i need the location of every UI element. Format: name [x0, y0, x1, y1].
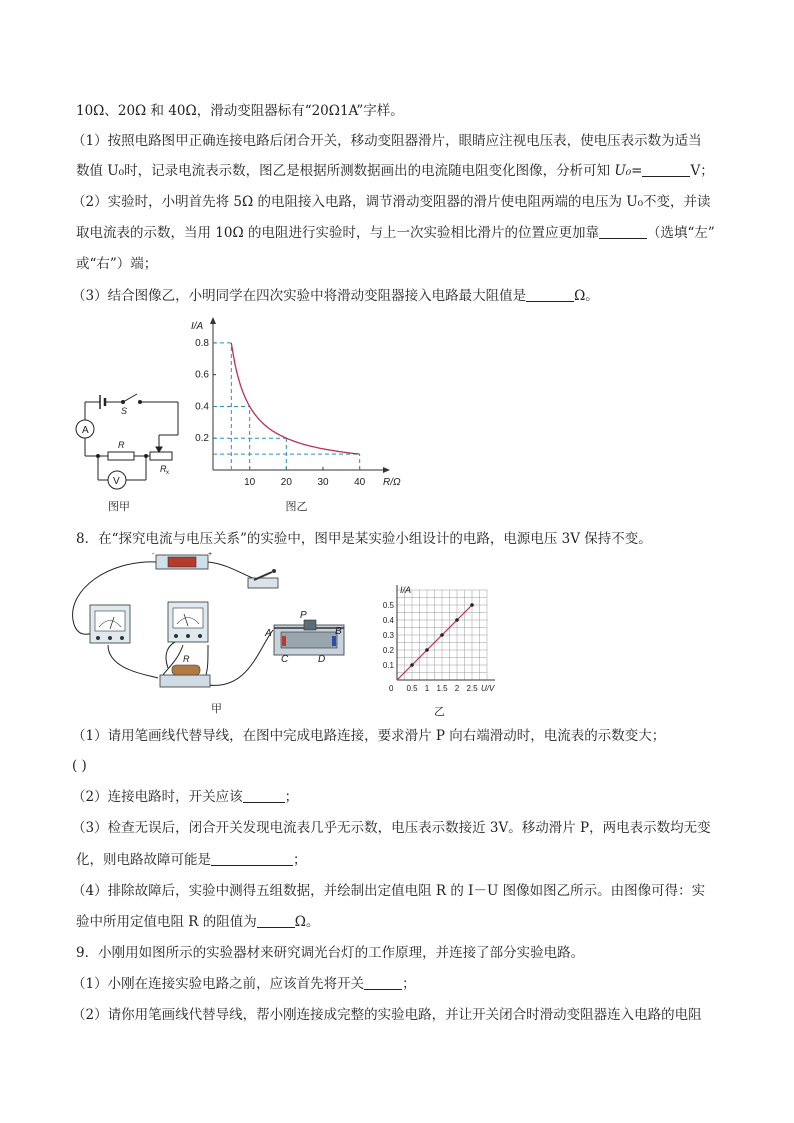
- knife-switch-icon: [248, 569, 278, 588]
- q8-text-line-4: （3）检查无误后，闭合开关发现电流表几乎无示数，电压表示数接近 3V。移动滑片 P，两电表示数均无变: [72, 820, 711, 836]
- svg-text:-: -: [152, 551, 155, 558]
- x-tick-label: 30: [317, 477, 329, 488]
- answer-blank-resistance[interactable]: [257, 913, 295, 928]
- x-tick-label: 0.5: [406, 684, 418, 693]
- y-axis-label: I/A: [400, 585, 412, 595]
- label-A: A: [265, 628, 272, 639]
- q7-text-line-6: （3）结合图像乙，小明同学在四次实验中将滑动变阻器接入电路最大阻值是 Ω。: [72, 288, 599, 304]
- series-curve: [231, 343, 359, 454]
- data-point: [440, 633, 444, 637]
- q9-text-line-0: 9．小刚用如图所示的实验器材来研究调光台灯的工作原理，并连接了部分实验电路。: [76, 945, 585, 961]
- answer-blank-u0[interactable]: [642, 162, 690, 177]
- fixed-resistor-icon: [160, 665, 210, 687]
- label-C: C: [281, 654, 289, 665]
- x-axis-label: U/V: [481, 684, 495, 693]
- answer-blank-direction[interactable]: [599, 224, 647, 239]
- origin-label: 0: [389, 684, 394, 693]
- voltmeter-icon: [168, 602, 208, 642]
- y-tick-label: 0.2: [382, 646, 394, 655]
- q7-text-line-1: （1）按照电路图甲正确连接电路后闭合开关，移动变阻器滑片，眼睛应注视电压表，使电压表示数为适当: [72, 133, 702, 149]
- label-B: B: [335, 626, 342, 637]
- y-tick-label: 0.4: [382, 616, 394, 625]
- q7-text-line-0: 10Ω、20Ω 和 40Ω，滑动变阻器标有“20Ω1A”字样。: [76, 103, 404, 119]
- answer-blank-switch-before[interactable]: [364, 975, 402, 990]
- answer-blank-switch-state[interactable]: [243, 788, 285, 803]
- answer-blank-max-resistance[interactable]: [526, 287, 574, 302]
- y-axis-label: I/A: [191, 321, 204, 332]
- apparatus-illustration-jia: [68, 550, 358, 718]
- data-point: [470, 603, 474, 607]
- data-point: [425, 648, 429, 652]
- x-tick-label: 2: [454, 684, 460, 693]
- x-axis-arrow: [383, 467, 390, 473]
- y-tick-label: 0.8: [195, 337, 209, 349]
- y-tick-label: 0.2: [195, 433, 209, 445]
- answer-blank-fault[interactable]: [211, 851, 293, 866]
- q7-text-line-3: （2）实验时，小明首先将 5Ω 的电阻接入电路，调节滑动变阻器的滑片使电阻两端的电压为 U₀不变，并读: [72, 194, 711, 210]
- y-tick-label: 0.4: [195, 401, 209, 413]
- y-tick-label: 0.1: [382, 661, 394, 670]
- x-tick-label: 1: [424, 684, 430, 693]
- label-R: R: [183, 654, 190, 664]
- y-tick-label: 0.3: [382, 631, 394, 640]
- y-tick-label: 0.6: [195, 369, 209, 381]
- x-tick-label: 1.5: [436, 684, 448, 693]
- label-voltmeter: V: [113, 476, 120, 487]
- label-resistor: R: [118, 440, 125, 450]
- q8-text-line-3: （2）连接电路时，开关应该 ；: [72, 789, 299, 805]
- data-point: [410, 663, 414, 667]
- q9-text-line-2: （2）请你用笔画线代替导线，帮小刚连接成完整的实验电路，并让开关闭合时滑动变阻器连入电路的电阻: [72, 1007, 702, 1023]
- circuit-diagram-jia: [70, 385, 195, 515]
- label-rheostat-sub: x: [166, 470, 169, 476]
- caption-tu-jia: 图甲: [108, 501, 130, 513]
- q8-text-line-6: （4）排除故障后，实验中测得五组数据，并绘制出定值电阻 R 的 I－U 图像如图乙所示。由图像可得：实: [72, 883, 706, 899]
- chart-current-vs-voltage: [375, 585, 505, 720]
- x-tick-label: 20: [280, 477, 292, 488]
- q8-text-line-7: 验中所用定值电阻 R 的阻值为 Ω。: [76, 914, 320, 930]
- caption-jia: 甲: [211, 703, 222, 715]
- sliding-rheostat-icon: [274, 620, 344, 655]
- x-tick-label: 2.5: [466, 684, 478, 693]
- q8-text-line-5: 化，则电路故障可能是 ；: [76, 852, 307, 868]
- q9-text-line-1: （1）小刚在连接实验电路之前，应该首先将开关 ；: [72, 976, 416, 992]
- q8-text-line-0: 8．在“探究电流与电压关系”的实验中，图甲是某实验小组设计的电路，电源电压 3V 保持不变。: [76, 531, 652, 547]
- label-P: P: [300, 610, 307, 621]
- label-switch: S: [121, 406, 128, 416]
- data-point: [455, 618, 459, 622]
- q8-text-line-1: （1）请用笔画线代替导线，在图中完成电路连接，要求滑片 P 向右端滑动时，电流表的示数变大；: [72, 728, 666, 744]
- chart-current-vs-resistance: [183, 315, 401, 520]
- y-tick-label: 0.5: [382, 601, 394, 610]
- label-ammeter: A: [82, 425, 89, 436]
- x-tick-label: 10: [244, 477, 256, 488]
- q7-text-line-4: 取电流表的示数，当用 10Ω 的电阻进行实验时，与上一次实验相比滑片的位置应更加靠 （选填“左”: [76, 225, 715, 241]
- label-D: D: [318, 654, 326, 665]
- q7-text-line-5: 或“右”）端；: [76, 256, 158, 272]
- svg-text:+: +: [208, 551, 213, 558]
- label-rheostat: R: [160, 464, 167, 474]
- x-tick-label: 40: [354, 477, 366, 488]
- chart-caption: 图乙: [285, 501, 308, 513]
- ammeter-icon: [90, 605, 130, 643]
- x-axis-label: R/Ω: [383, 477, 401, 488]
- q8-answer-bracket[interactable]: ( ): [72, 758, 87, 774]
- y-axis-arrow: [210, 317, 216, 324]
- q7-text-line-2: 数值 U₀时，记录电流表示数，图乙是根据所测数据画出的电流随电阻变化图像，分析可知 U₀= V；: [76, 163, 714, 179]
- chart-caption: 乙: [434, 706, 445, 718]
